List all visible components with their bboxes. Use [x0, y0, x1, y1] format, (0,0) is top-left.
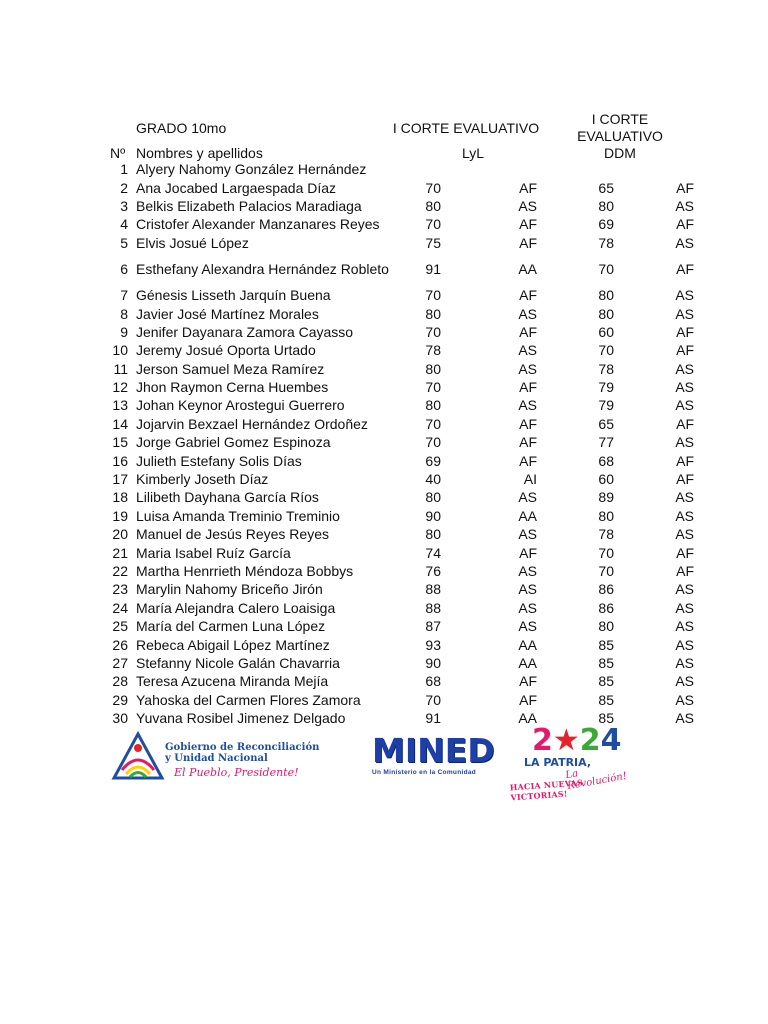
table-row	[104, 599, 694, 617]
ddm-level: AS	[675, 197, 694, 214]
ddm-score: 80	[598, 287, 614, 304]
ddm-level: AS	[675, 526, 694, 543]
ddm-level: AS	[675, 710, 694, 727]
ddm-level: AF	[676, 452, 694, 469]
grade-label: GRADO 10mo	[136, 120, 227, 136]
student-name: Marylin Nahomy Briceño Jirón	[136, 581, 323, 598]
corte1-header: I CORTE EVALUATIVO	[392, 120, 540, 136]
ddm-level: AS	[675, 360, 694, 377]
lyl-score: 70	[425, 216, 441, 233]
lyl-level: AF	[519, 287, 537, 304]
lyl-level: AF	[519, 179, 537, 196]
lyl-score	[391, 160, 441, 178]
ddm-level: AS	[675, 287, 694, 304]
ddm-level: AS	[675, 234, 694, 251]
student-name: Martha Henrrieth Méndoza Bobbys	[136, 563, 354, 579]
ddm-score: 60	[598, 323, 614, 340]
row-number: 4	[120, 216, 128, 233]
lyl-score: 70	[425, 379, 441, 396]
ddm-score: 80	[598, 507, 614, 524]
lyl-level: AF	[519, 323, 537, 340]
row-number: 6	[120, 260, 128, 277]
table-row	[104, 451, 694, 469]
student-name: Jorge Gabriel Gomez Espinoza	[136, 434, 331, 451]
lyl-score: 78	[425, 342, 441, 359]
table-row	[104, 635, 694, 653]
row-number: 11	[113, 360, 128, 377]
ddm-level: AS	[675, 507, 694, 524]
ddm-score: 65	[598, 415, 614, 432]
table-row	[104, 341, 694, 359]
lyl-level: AA	[518, 636, 537, 653]
table-row	[104, 323, 694, 341]
row-number: 27	[112, 654, 128, 671]
student-name: Jojarvin Bexzael Hernández Ordoñez	[136, 415, 368, 432]
row-number: 30	[112, 710, 128, 727]
ddm-score: 79	[598, 397, 614, 414]
table-row	[104, 433, 694, 451]
lyl-score: 80	[425, 305, 441, 322]
lyl-score: 93	[425, 636, 441, 653]
gobierno-name	[165, 742, 319, 764]
ddm-level: AF	[676, 415, 694, 432]
lyl-score: 70	[425, 323, 441, 340]
la-patria-text: LA PATRIA,	[524, 756, 592, 769]
lyl-score: 70	[425, 691, 441, 708]
row-number: 9	[120, 323, 128, 340]
ddm-score: 86	[598, 599, 614, 616]
lyl-level: AA	[518, 507, 537, 524]
names-column-header: Nombres y apellidos	[136, 145, 263, 161]
student-name: Cristofer Alexander Manzanares Reyes	[136, 216, 380, 233]
lyl-level: AA	[518, 654, 537, 671]
lyl-level: AI	[523, 471, 537, 488]
lyl-level	[441, 160, 538, 178]
ddm-score: 85	[598, 636, 614, 653]
grades-table-body	[104, 160, 694, 727]
ddm-score: 80	[598, 305, 614, 322]
lyl-score: 88	[425, 581, 441, 598]
lyl-level: AS	[518, 599, 537, 616]
corte2-header-line1: I CORTE	[591, 111, 649, 127]
lyl-score: 68	[425, 673, 441, 690]
table-row	[104, 215, 694, 233]
lyl-score: 80	[425, 197, 441, 214]
row-number: 23	[112, 581, 128, 598]
ddm-level: AS	[675, 691, 694, 708]
student-name: Alyery Nahomy González Hernández	[136, 161, 367, 178]
gobierno-line1: Gobierno de Reconciliación	[165, 742, 320, 753]
gobierno-line2: y Unidad Nacional	[165, 753, 268, 764]
table-row	[104, 252, 694, 286]
lyl-score: 80	[425, 526, 441, 543]
student-name: Belkis Elizabeth Palacios Maradiaga	[136, 197, 362, 214]
ddm-level: AF	[676, 471, 694, 488]
ddm-level: AF	[676, 544, 694, 561]
ddm-level: AF	[676, 342, 694, 359]
lyl-score: 70	[425, 415, 441, 432]
table-row	[104, 543, 694, 561]
lyl-score: 70	[425, 179, 441, 196]
ddm-score: 85	[598, 673, 614, 690]
lyl-level: AF	[519, 544, 537, 561]
table-row	[104, 360, 694, 378]
table-row	[104, 562, 694, 580]
student-name: Yahoska del Carmen Flores Zamora	[136, 691, 361, 708]
student-name: Stefanny Nicole Galán Chavarria	[136, 654, 340, 671]
lyl-score: 88	[425, 599, 441, 616]
row-number: 8	[120, 305, 128, 322]
gobierno-slogan: El Pueblo, Presidente!	[174, 766, 299, 779]
ddm-score: 78	[598, 360, 614, 377]
ddm-level: AS	[675, 599, 694, 616]
ddm-score: 85	[598, 654, 614, 671]
ddm-score: 78	[598, 526, 614, 543]
ddm-score: 85	[598, 710, 614, 727]
student-name: Julieth Estefany Solis Días	[136, 452, 302, 469]
row-number: 10	[112, 342, 128, 359]
student-name: Rebeca Abigail López Martínez	[136, 636, 330, 653]
student-name: Yuvana Rosibel Jimenez Delgado	[136, 710, 346, 727]
mined-wordmark: MINED	[372, 731, 495, 770]
ddm-score: 70	[598, 544, 614, 561]
student-name: Esthefany Alexandra Hernández Robleto	[136, 260, 389, 277]
lyl-score: 90	[425, 654, 441, 671]
ddm-level: AS	[675, 489, 694, 506]
grades-table	[104, 160, 694, 727]
table-row	[104, 396, 694, 414]
ddm-level: AS	[675, 654, 694, 671]
year-text: 2★24	[532, 723, 622, 758]
mined-logo	[372, 731, 496, 776]
row-number: 2	[120, 179, 128, 196]
row-number: 28	[112, 673, 128, 690]
subject-lyl-header: LyL	[461, 145, 485, 161]
row-number: 3	[120, 197, 128, 214]
lyl-level: AF	[519, 216, 537, 233]
row-number: 13	[112, 397, 128, 414]
ddm-score: 80	[598, 197, 614, 214]
student-name: Lilibeth Dayhana García Ríos	[136, 489, 319, 506]
table-row	[104, 525, 694, 543]
logos-banner	[104, 723, 644, 803]
lyl-level: AS	[518, 305, 537, 322]
lyl-level: AS	[518, 581, 537, 598]
ddm-level: AF	[676, 323, 694, 340]
ddm-level: AS	[675, 636, 694, 653]
student-name: María Alejandra Calero Loaisiga	[136, 599, 336, 616]
table-row	[104, 488, 694, 506]
student-name: Ana Jocabed Largaespada Díaz	[136, 179, 337, 196]
row-number: 14	[112, 415, 128, 432]
gobierno-logo	[110, 730, 350, 790]
lyl-level: AF	[519, 379, 537, 396]
number-column-header: Nº	[110, 145, 126, 161]
row-number: 17	[112, 471, 128, 488]
ddm-score: 65	[598, 179, 614, 196]
ddm-score: 80	[598, 618, 614, 635]
ddm-score: 70	[598, 563, 614, 579]
student-name: Kimberly Joseth Díaz	[136, 471, 269, 488]
table-row	[104, 470, 694, 488]
table-row	[104, 415, 694, 433]
row-number: 25	[112, 618, 128, 635]
lyl-score: 90	[425, 507, 441, 524]
ddm-score: 79	[598, 379, 614, 396]
student-name: Jeremy Josué Oporta Urtado	[136, 342, 316, 359]
row-number: 19	[112, 507, 128, 524]
lyl-level: AF	[519, 452, 537, 469]
table-row	[104, 178, 694, 196]
lyl-level: AS	[518, 197, 537, 214]
lyl-level: AS	[518, 489, 537, 506]
ddm-score: 77	[598, 434, 614, 451]
lyl-score: 80	[425, 397, 441, 414]
lyl-score: 69	[425, 452, 441, 469]
table-row	[104, 160, 694, 178]
ddm-score: 86	[598, 581, 614, 598]
ddm-level: AF	[676, 179, 694, 196]
lyl-score: 70	[425, 287, 441, 304]
lyl-level: AF	[519, 415, 537, 432]
ddm-score: 60	[598, 471, 614, 488]
ddm-score	[538, 160, 614, 178]
ddm-score: 85	[598, 691, 614, 708]
row-number: 16	[112, 452, 128, 469]
student-name: Johan Keynor Arostegui Guerrero	[136, 397, 345, 414]
row-number: 24	[112, 599, 128, 616]
lyl-level: AF	[519, 691, 537, 708]
ddm-level: AS	[675, 618, 694, 635]
lyl-level: AS	[518, 397, 537, 414]
lyl-level: AS	[518, 342, 537, 359]
table-row	[104, 304, 694, 322]
ddm-score: 68	[598, 452, 614, 469]
table-row	[104, 197, 694, 215]
lyl-score: 74	[425, 544, 441, 561]
lyl-score: 87	[425, 618, 441, 635]
lyl-score: 80	[425, 360, 441, 377]
row-number: 7	[120, 287, 128, 304]
gobierno-emblem-icon	[110, 730, 166, 786]
ddm-level	[614, 160, 694, 178]
lyl-level: AS	[518, 526, 537, 543]
row-number: 26	[112, 636, 128, 653]
lyl-level: AF	[519, 234, 537, 251]
row-number: 21	[112, 544, 128, 561]
ddm-level: AS	[675, 379, 694, 396]
lyl-level: AA	[518, 260, 537, 277]
row-number: 5	[120, 234, 128, 251]
table-row	[104, 672, 694, 690]
student-name: Luisa Amanda Treminio Treminio	[136, 507, 340, 524]
hacia-nuevas-victorias-text: HACIA NUEVAS VICTORIAS!	[509, 777, 584, 803]
la-revolucion-text: La Revolución!	[564, 768, 628, 793]
table-row	[104, 234, 694, 252]
lyl-score: 91	[425, 710, 441, 727]
student-name: Jenifer Dayanara Zamora Cayasso	[136, 323, 354, 340]
mined-tagline: Un Ministerio en la Comunidad	[372, 769, 477, 776]
table-row	[104, 286, 694, 304]
row-number: 1	[120, 161, 128, 178]
ddm-level: AS	[675, 397, 694, 414]
row-number: 29	[112, 691, 128, 708]
student-name: Manuel de Jesús Reyes Reyes	[136, 526, 329, 543]
subject-ddm-header: DDM	[604, 145, 636, 161]
ddm-score: 78	[598, 234, 614, 251]
lyl-level: AS	[518, 360, 537, 377]
row-number: 12	[112, 379, 128, 396]
ddm-score: 89	[598, 489, 614, 506]
lyl-level: AA	[518, 710, 537, 727]
ddm-level: AF	[676, 216, 694, 233]
row-number: 20	[112, 526, 128, 543]
ddm-level: AS	[675, 673, 694, 690]
ddm-score: 70	[598, 342, 614, 359]
ddm-level: AS	[675, 305, 694, 322]
ddm-level: AF	[676, 260, 694, 277]
table-row	[104, 378, 694, 396]
lyl-level: AS	[518, 618, 537, 635]
ddm-level: AS	[675, 434, 694, 451]
student-name: Génesis Lisseth Jarquín Buena	[136, 287, 331, 304]
ddm-score: 70	[598, 260, 614, 277]
row-number: 15	[112, 434, 128, 451]
student-name: Maria Isabel Ruíz García	[136, 544, 291, 561]
corte2-header-line2: EVALUATIVO	[577, 128, 663, 144]
table-row	[104, 654, 694, 672]
lyl-level: AF	[519, 434, 537, 451]
lyl-score: 91	[425, 260, 441, 277]
student-name: María del Carmen Luna López	[136, 618, 326, 635]
ddm-level: AF	[676, 563, 694, 579]
lyl-level: AS	[518, 563, 537, 579]
table-row	[104, 507, 694, 525]
ddm-score: 69	[598, 216, 614, 233]
lyl-level: AF	[519, 673, 537, 690]
student-name: Teresa Azucena Miranda Mejía	[136, 673, 329, 690]
ddm-level: AS	[675, 581, 694, 598]
lyl-score: 70	[425, 434, 441, 451]
student-name: Javier José Martínez Morales	[136, 305, 319, 322]
row-number: 22	[112, 563, 128, 579]
row-number: 18	[112, 489, 128, 506]
table-row	[104, 691, 694, 709]
lyl-score: 40	[425, 471, 441, 488]
student-name: Jerson Samuel Meza Ramírez	[136, 360, 325, 377]
table-row	[104, 617, 694, 635]
lyl-score: 75	[425, 234, 441, 251]
student-name: Elvis Josué López	[136, 234, 249, 251]
table-row	[104, 580, 694, 598]
lyl-score: 80	[425, 489, 441, 506]
student-name: Jhon Raymon Cerna Huembes	[136, 379, 329, 396]
lyl-score: 76	[425, 563, 441, 579]
year-2024-logo	[508, 723, 638, 803]
